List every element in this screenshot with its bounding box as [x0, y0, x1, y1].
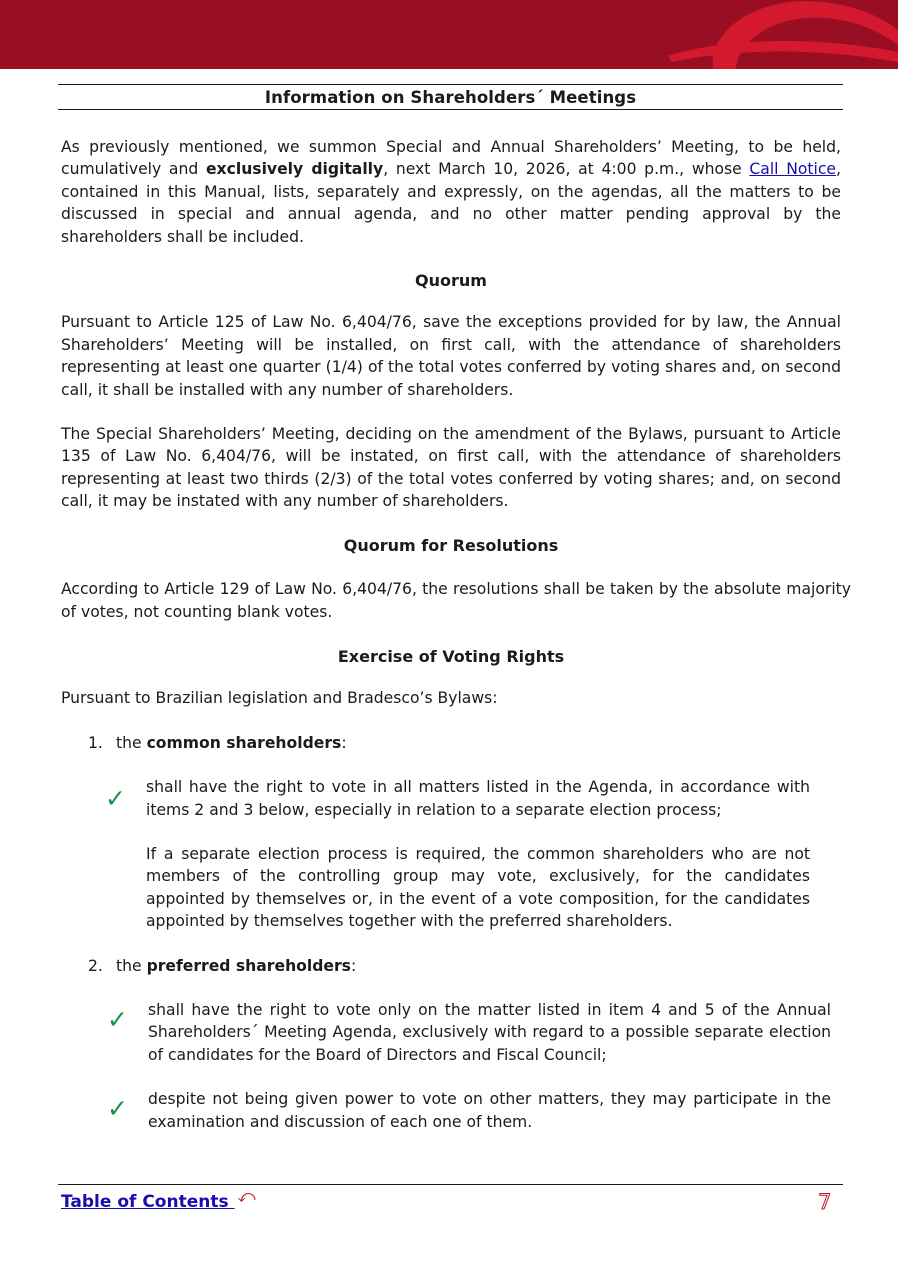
preferred-bullet-1: ✓ shall have the right to vote only on the matter listed in item 4 and 5 of the Annual Shareholders´ Meeting Agenda, exclusively with regard to a possible separate election of candidates for the Board of Directors and Fiscal Council; [107, 1000, 831, 1064]
quorum-paragraph-1: Pursuant to Article 125 of Law No. 6,404/76, save the exceptions provided for by law, the Annual Shareholders’ Meeting will be installed, on first call, with the attendance of shareholders representing at least one quarter (1/4) of the total votes conferred by voting shares and, on second call, it shall be installed with any number of shareholders. [61, 313, 841, 399]
common-note: If a separate election process is required, the common shareholders who are not members of the controlling group may vote, exclusively, for the candidates appointed by themselves or, in the event of a vote composition, for the candidates appointed by themselves together with the preferred shareholders. [146, 844, 810, 931]
document-body [61, 136, 851, 1133]
check-icon: ✓ [107, 1004, 128, 1034]
bank-logo-icon [638, 0, 898, 69]
intro-paragraph: As previously mentioned, we summon Special and Annual Shareholders’ Meeting, to be held, cumulatively and exclusively digitally, next March 10, 2026, at 4:00 p.m., whose Call Notice, contained in this Manual, lists, separately and expressly, on the agendas, all the matters to be discussed in special and annual agenda, and no other matter pending approval by the shareholders shall be included. [61, 138, 841, 246]
voting-heading: Exercise of Voting Rights [337, 646, 565, 666]
resolutions-heading: Quorum for Resolutions [343, 535, 559, 555]
check-icon: ✓ [107, 1094, 128, 1124]
back-arrow-icon: ⤺ [237, 1187, 256, 1207]
quorum-paragraph-2: The Special Shareholders’ Meeting, deciding on the amendment of the Bylaws, pursuant to Article 135 of Law No. 6,404/76, will be instated, on first call, with the attendance of shareholders representing at least two thirds (2/3) of the total votes conferred by voting shares; and, on second call, it may be instated with any number of shareholders. [61, 425, 841, 511]
quorum-heading: Quorum [415, 271, 487, 291]
call-notice-link[interactable]: Call Notice [749, 160, 837, 179]
header-banner [0, 0, 898, 69]
common-bullet-1: ✓ shall have the right to vote in all matters listed in the Agenda, in accordance with items 2 and 3 below, especially in relation to a separate election process; [105, 778, 810, 819]
check-icon: ✓ [105, 784, 126, 814]
page-title: Information on Shareholders´ Meetings [264, 87, 637, 107]
list-item-common-shareholders: 1. the common shareholders: [88, 733, 347, 752]
voting-intro: Pursuant to Brazilian legislation and Bradesco’s Bylaws: [61, 689, 498, 708]
page-number: 7 [818, 1190, 832, 1214]
preferred-bullet-2: ✓ despite not being given power to vote on other matters, they may participate in the examination and discussion of each one of them. [107, 1090, 831, 1131]
list-item-preferred-shareholders: 2. the preferred shareholders: [88, 956, 357, 975]
footer-divider [58, 1184, 843, 1185]
resolutions-paragraph: According to Article 129 of Law No. 6,404/76, the resolutions shall be taken by the absolute majority of votes, not counting blank votes. [61, 580, 851, 621]
page-title-box [58, 84, 843, 110]
table-of-contents-link[interactable]: Table of Contents ⤺ [61, 1187, 256, 1212]
